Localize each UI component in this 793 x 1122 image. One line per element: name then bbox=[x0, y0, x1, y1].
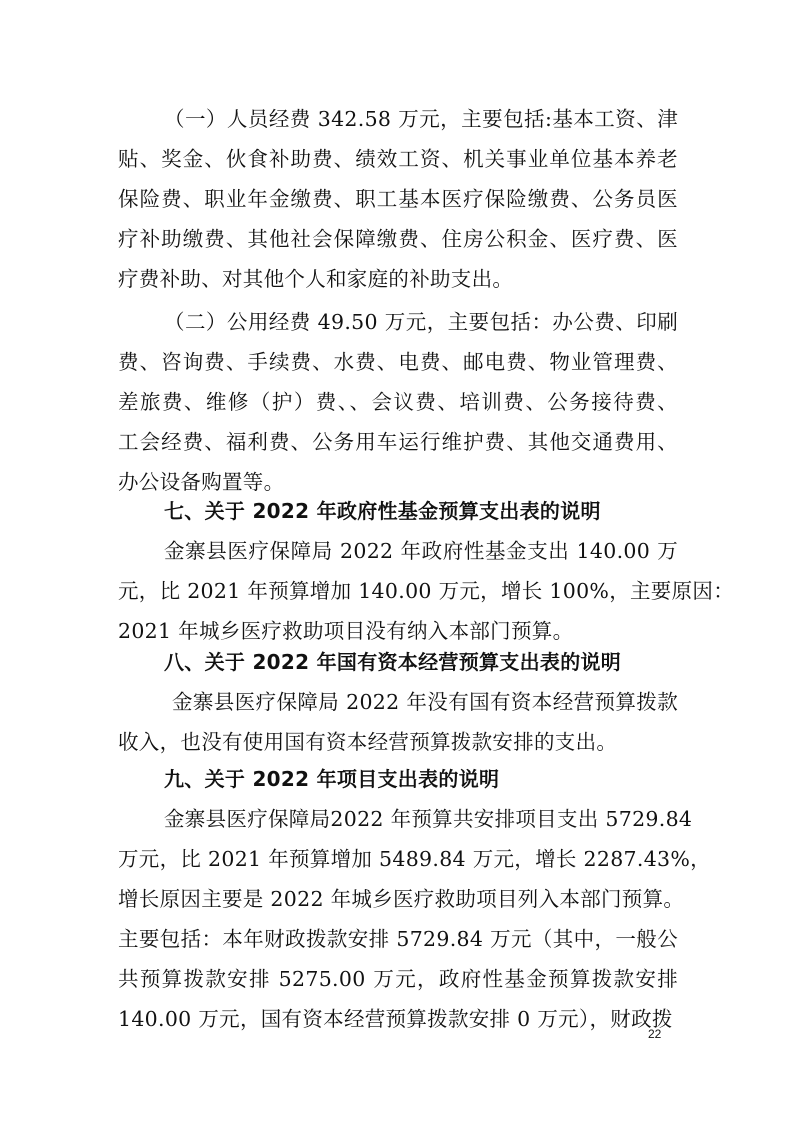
paragraph-line: （二）公用经费 49.50 万元，主要包括：办公费、印刷 bbox=[164, 310, 678, 334]
paragraph-line: 疗补助缴费、其他社会保障缴费、住房公积金、医疗费、医 bbox=[118, 227, 678, 251]
paragraph-line: 保险费、职业年金缴费、职工基本医疗保险缴费、公务员医 bbox=[118, 187, 678, 211]
section-heading: 九、关于 2022 年项目支出表的说明 bbox=[164, 767, 500, 791]
paragraph-line: 共预算拨款安排 5275.00 万元，政府性基金预算拨款安排 bbox=[118, 967, 678, 991]
paragraph-line: 差旅费、维修（护）费、、会议费、培训费、公务接待费、 bbox=[118, 390, 678, 414]
paragraph-line: 140.00 万元，国有资本经营预算拨款安排 0 万元），财政拨 bbox=[118, 1007, 673, 1031]
paragraph-line: 万元，比 2021 年预算增加 5489.84 万元，增长 2287.43%， bbox=[118, 847, 711, 871]
paragraph-line: 金寨县医疗保障局2022 年预算共安排项目支出 5729.84 bbox=[164, 807, 693, 831]
paragraph-line: 金寨县医疗保障局 2022 年政府性基金支出 140.00 万 bbox=[164, 539, 678, 563]
paragraph-line: 贴、奖金、伙食补助费、绩效工资、机关事业单位基本养老 bbox=[118, 147, 678, 171]
section-heading: 八、关于 2022 年国有资本经营预算支出表的说明 bbox=[164, 650, 622, 674]
page-number: 22 bbox=[648, 1027, 662, 1041]
paragraph-line: 金寨县医疗保障局 2022 年没有国有资本经营预算拨款 bbox=[172, 690, 678, 714]
paragraph-line: 费、咨询费、手续费、水费、电费、邮电费、物业管理费、 bbox=[118, 350, 678, 374]
paragraph-line: 增长原因主要是 2022 年城乡医疗救助项目列入本部门预算。 bbox=[118, 887, 685, 911]
section-heading: 七、关于 2022 年政府性基金预算支出表的说明 bbox=[164, 499, 601, 523]
paragraph-line: 工会经费、福利费、公务用车运行维护费、其他交通费用、 bbox=[118, 430, 678, 454]
paragraph-line: 收入，也没有使用国有资本经营预算拨款安排的支出。 bbox=[118, 730, 618, 754]
paragraph-line: 主要包括：本年财政拨款安排 5729.84 万元（其中，一般公 bbox=[118, 927, 678, 951]
paragraph-line: （一）人员经费 342.58 万元，主要包括:基本工资、津 bbox=[164, 107, 678, 131]
paragraph-line: 元，比 2021 年预算增加 140.00 万元，增长 100%，主要原因： bbox=[118, 579, 734, 603]
paragraph-line: 办公设备购置等。 bbox=[118, 470, 285, 494]
paragraph-line: 2021 年城乡医疗救助项目没有纳入本部门预算。 bbox=[118, 619, 574, 643]
paragraph-line: 疗费补助、对其他个人和家庭的补助支出。 bbox=[118, 267, 514, 291]
